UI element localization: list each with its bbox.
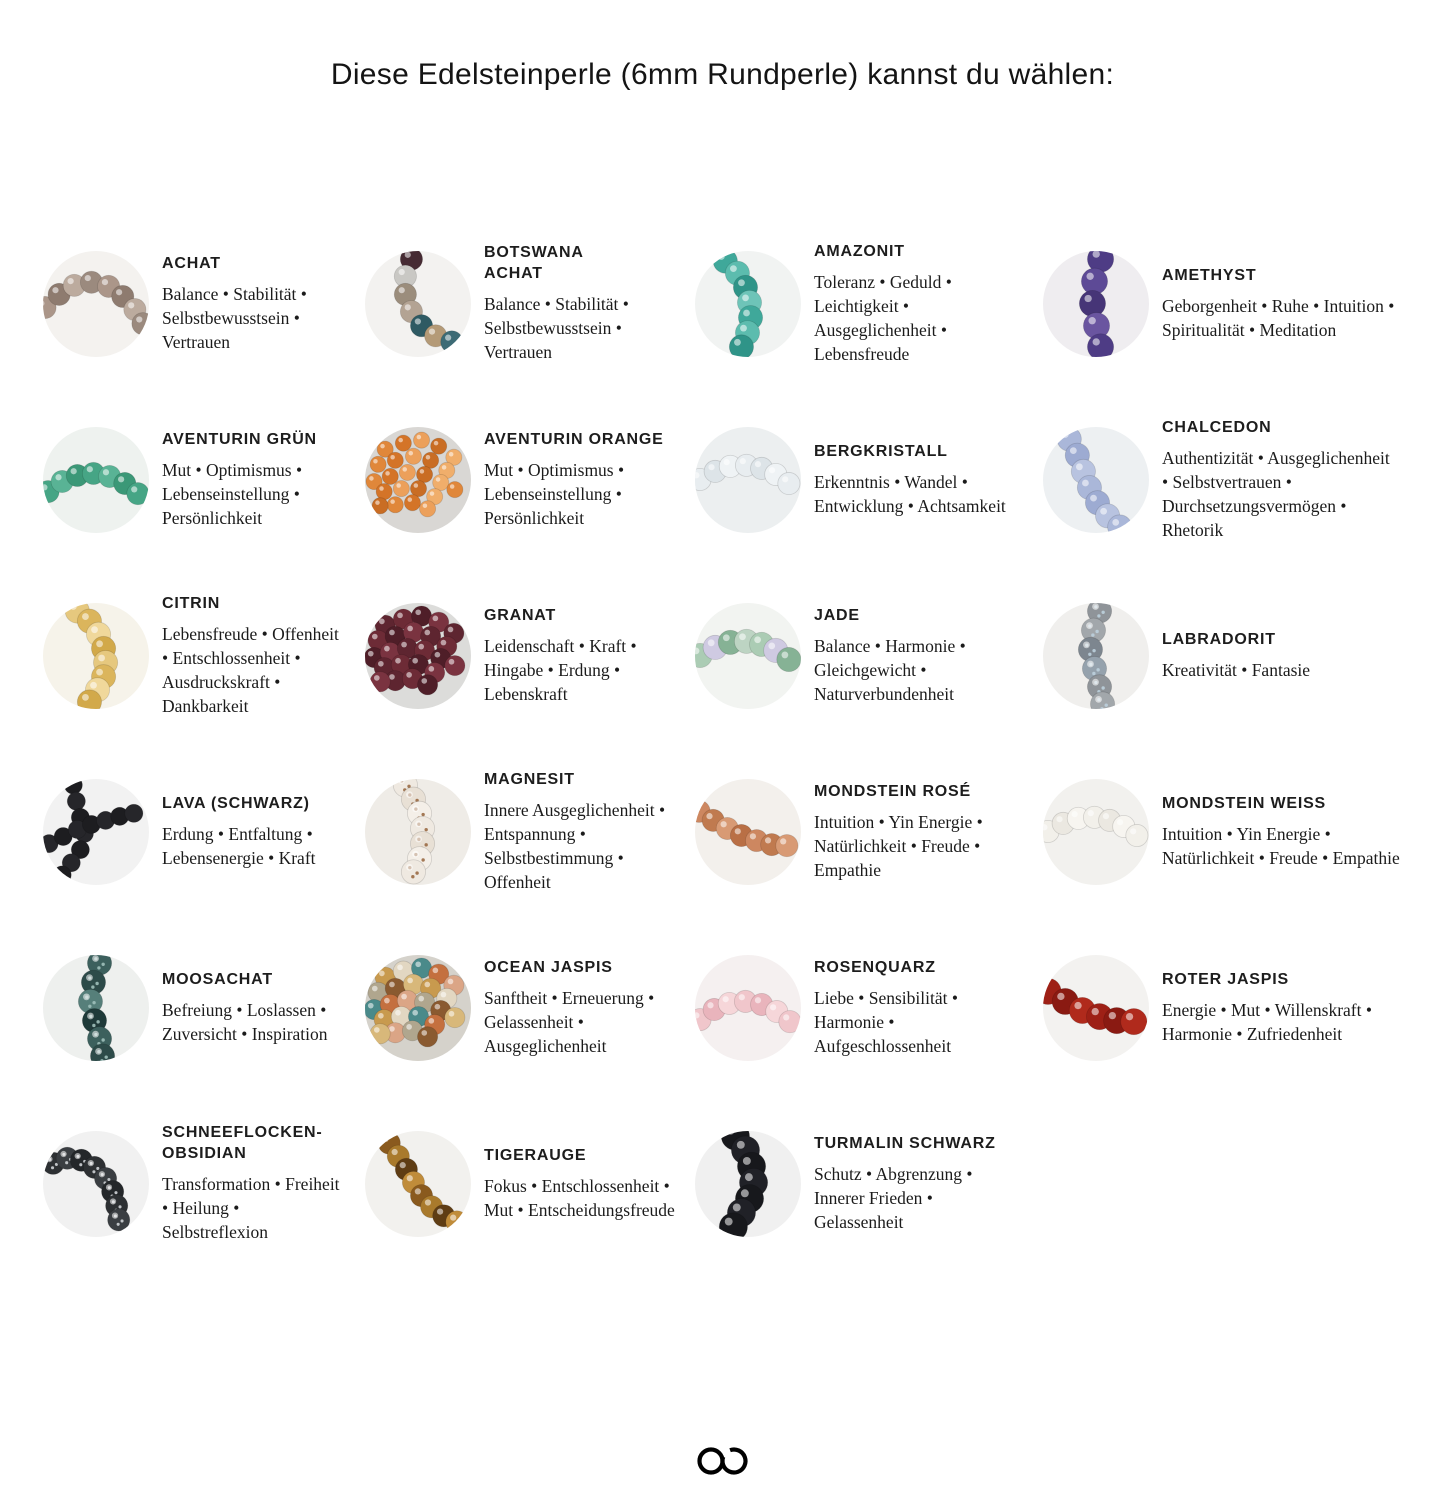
stone-card (365, 770, 695, 894)
stone-traits: Geborgenheit • Ruhe • Intuition • Spiritualität • Meditation (1162, 295, 1395, 340)
stone-text (1162, 970, 1400, 1046)
stone-name: CHALCEDON (1162, 418, 1272, 436)
stone-name: ROSENQUARZ (814, 958, 936, 976)
stone-name: BERGKRISTALL (814, 442, 948, 460)
stone-name: TURMALIN SCHWARZ (814, 1134, 996, 1152)
stone-photo (365, 603, 471, 709)
gemstone-info-sheet (0, 58, 1445, 1272)
stone-traits: Liebe • Sensibilität • Harmonie • Aufgeschlossenheit (814, 987, 958, 1056)
stone-text (484, 770, 677, 894)
stone-text (162, 970, 347, 1046)
stone-card (365, 427, 695, 533)
stone-text (162, 794, 347, 870)
stone-traits: Intuition • Yin Energie • Natürlichkeit • Freude • Empathie (1162, 823, 1400, 868)
bead-strand-image (1043, 603, 1149, 709)
stone-name: MONDSTEIN WEISS (1162, 794, 1327, 812)
stone-photo (365, 251, 471, 357)
bead-strand-image (43, 779, 149, 885)
stone-name: BOTSWANA ACHAT (484, 244, 584, 283)
stone-traits: Lebensfreude • Offenheit • Entschlossenheit • Ausdruckskraft • Dankbarkeit (162, 623, 339, 717)
stone-text (484, 1146, 677, 1222)
stone-text (1162, 630, 1400, 682)
stone-traits: Erdung • Entfaltung • Lebensenergie • Kraft (162, 823, 316, 868)
bead-strand-image (695, 251, 801, 357)
bead-strand-image (1043, 251, 1149, 357)
stone-photo (695, 779, 801, 885)
stone-card (365, 243, 695, 364)
stone-text (1162, 794, 1400, 870)
bead-strand-image (695, 955, 801, 1061)
stone-grid (0, 216, 1445, 1272)
stone-name: LAVA (SCHWARZ) (162, 794, 310, 812)
bead-strand-image (43, 1131, 149, 1237)
stone-text (484, 430, 677, 530)
stone-text (162, 1123, 347, 1244)
bead-strand-image (695, 427, 801, 533)
stone-photo (365, 955, 471, 1061)
stone-name: ROTER JASPIS (1162, 970, 1289, 988)
stone-text (1162, 266, 1400, 342)
stone-card (695, 779, 1043, 885)
stone-photo (695, 1131, 801, 1237)
stone-card (695, 955, 1043, 1061)
stone-text (814, 1134, 1025, 1234)
stone-card (43, 955, 365, 1061)
stone-traits: Balance • Stabilität • Selbstbewusstsein • Vertrauen (162, 283, 307, 352)
stone-traits: Sanftheit • Erneuerung • Gelassenheit • Ausgeglichenheit (484, 987, 655, 1056)
stone-card (43, 594, 365, 718)
stone-photo (1043, 251, 1149, 357)
stone-name: MOOSACHAT (162, 970, 273, 988)
bead-strand-image (43, 251, 149, 357)
stone-traits: Fokus • Entschlossenheit • Mut • Entscheidungsfreude (484, 1175, 675, 1220)
stone-card (1043, 955, 1418, 1061)
stone-photo (43, 779, 149, 885)
stone-traits: Authentizität • Ausgeglichenheit • Selbstvertrauen • Durchsetzungsvermögen • Rhetorik (1162, 447, 1390, 541)
footer (0, 1444, 1445, 1478)
stone-photo (43, 955, 149, 1061)
stone-text (162, 594, 347, 718)
stone-traits: Balance • Stabilität • Selbstbewusstsein • Vertrauen (484, 294, 629, 363)
stone-text (162, 254, 347, 354)
bead-strand-image (365, 427, 471, 533)
bead-strand-image (365, 1131, 471, 1237)
stone-photo (365, 779, 471, 885)
stone-card (43, 427, 365, 533)
stone-card (695, 427, 1043, 533)
bead-strand-image (43, 955, 149, 1061)
stone-traits: Mut • Optimismus • Lebenseinstellung • Persönlichkeit (484, 459, 625, 528)
stone-name: AVENTURIN ORANGE (484, 430, 664, 448)
bead-strand-image (695, 1131, 801, 1237)
stone-text (484, 606, 677, 706)
stone-card (43, 779, 365, 885)
stone-photo (695, 603, 801, 709)
bead-strand-image (695, 603, 801, 709)
stone-traits: Schutz • Abgrenzung • Innerer Frieden • Gelassenheit (814, 1163, 973, 1232)
stone-name: AVENTURIN GRÜN (162, 430, 317, 448)
stone-text (814, 782, 1025, 882)
stone-card (365, 1131, 695, 1237)
bead-strand-image (365, 603, 471, 709)
stone-photo (695, 955, 801, 1061)
page-title: Diese Edelsteinperle (6mm Rundperle) kannst du wählen: (330, 58, 1115, 91)
stone-traits: Befreiung • Loslassen • Zuversicht • Inspiration (162, 999, 328, 1044)
stone-name: AMAZONIT (814, 242, 905, 260)
stone-name: SCHNEEFLOCKEN-OBSIDIAN (162, 1124, 323, 1163)
stone-traits: Transformation • Freiheit • Heilung • Selbstreflexion (162, 1174, 340, 1243)
stone-name: LABRADORIT (1162, 631, 1276, 649)
stone-text (484, 958, 677, 1058)
stone-card (695, 242, 1043, 366)
infinity-logo-icon (696, 1444, 750, 1478)
bead-strand-image (365, 251, 471, 357)
stone-card (1043, 418, 1418, 542)
stone-name: ACHAT (162, 254, 221, 272)
stone-name: TIGERAUGE (484, 1146, 587, 1164)
stone-traits: Energie • Mut • Willenskraft • Harmonie • Zufriedenheit (1162, 999, 1372, 1044)
bead-strand-image (43, 427, 149, 533)
stone-traits: Toleranz • Geduld • Leichtigkeit • Ausgeglichenheit • Lebensfreude (814, 271, 952, 365)
stone-card (1043, 603, 1418, 709)
stone-text (484, 243, 677, 364)
stone-traits: Kreativität • Fantasie (1162, 659, 1311, 680)
stone-card (365, 955, 695, 1061)
stone-card (1043, 251, 1418, 357)
stone-text (1162, 418, 1400, 542)
bead-strand-image (1043, 427, 1149, 533)
stone-photo (1043, 603, 1149, 709)
stone-traits: Erkenntnis • Wandel • Entwicklung • Achtsamkeit (814, 471, 1006, 516)
bead-strand-image (43, 603, 149, 709)
bead-strand-image (1043, 779, 1149, 885)
stone-card (695, 603, 1043, 709)
stone-traits: Balance • Harmonie • Gleichgewicht • Naturverbundenheit (814, 635, 966, 704)
stone-text (814, 442, 1025, 518)
stone-photo (695, 251, 801, 357)
stone-photo (43, 603, 149, 709)
stone-photo (1043, 779, 1149, 885)
stone-card (1043, 779, 1418, 885)
stone-traits: Intuition • Yin Energie • Natürlichkeit • Freude • Empathie (814, 811, 983, 880)
stone-card (43, 251, 365, 357)
stone-name: GRANAT (484, 606, 557, 624)
stone-photo (365, 427, 471, 533)
stone-photo (43, 1131, 149, 1237)
stone-photo (1043, 427, 1149, 533)
stone-text (162, 430, 347, 530)
stone-photo (43, 427, 149, 533)
stone-photo (365, 1131, 471, 1237)
bead-strand-image (1043, 955, 1149, 1061)
stone-traits: Leidenschaft • Kraft • Hingabe • Erdung • Lebenskraft (484, 635, 637, 704)
stone-name: MAGNESIT (484, 770, 575, 788)
stone-name: OCEAN JASPIS (484, 958, 613, 976)
stone-name: MONDSTEIN ROSÉ (814, 782, 971, 800)
stone-text (814, 606, 1025, 706)
stone-card (43, 1123, 365, 1244)
stone-text (814, 242, 1025, 366)
stone-traits: Mut • Optimismus • Lebenseinstellung • Persönlichkeit (162, 459, 303, 528)
stone-photo (43, 251, 149, 357)
stone-card (365, 603, 695, 709)
bead-strand-image (365, 779, 471, 885)
stone-text (814, 958, 1025, 1058)
bead-strand-image (695, 779, 801, 885)
stone-name: JADE (814, 606, 860, 624)
stone-photo (695, 427, 801, 533)
stone-name: CITRIN (162, 594, 221, 612)
stone-photo (1043, 955, 1149, 1061)
stone-name: AMETHYST (1162, 266, 1257, 284)
stone-card (695, 1131, 1043, 1237)
bead-strand-image (365, 955, 471, 1061)
stone-traits: Innere Ausgeglichenheit • Entspannung • Selbstbestimmung • Offenheit (484, 799, 666, 893)
